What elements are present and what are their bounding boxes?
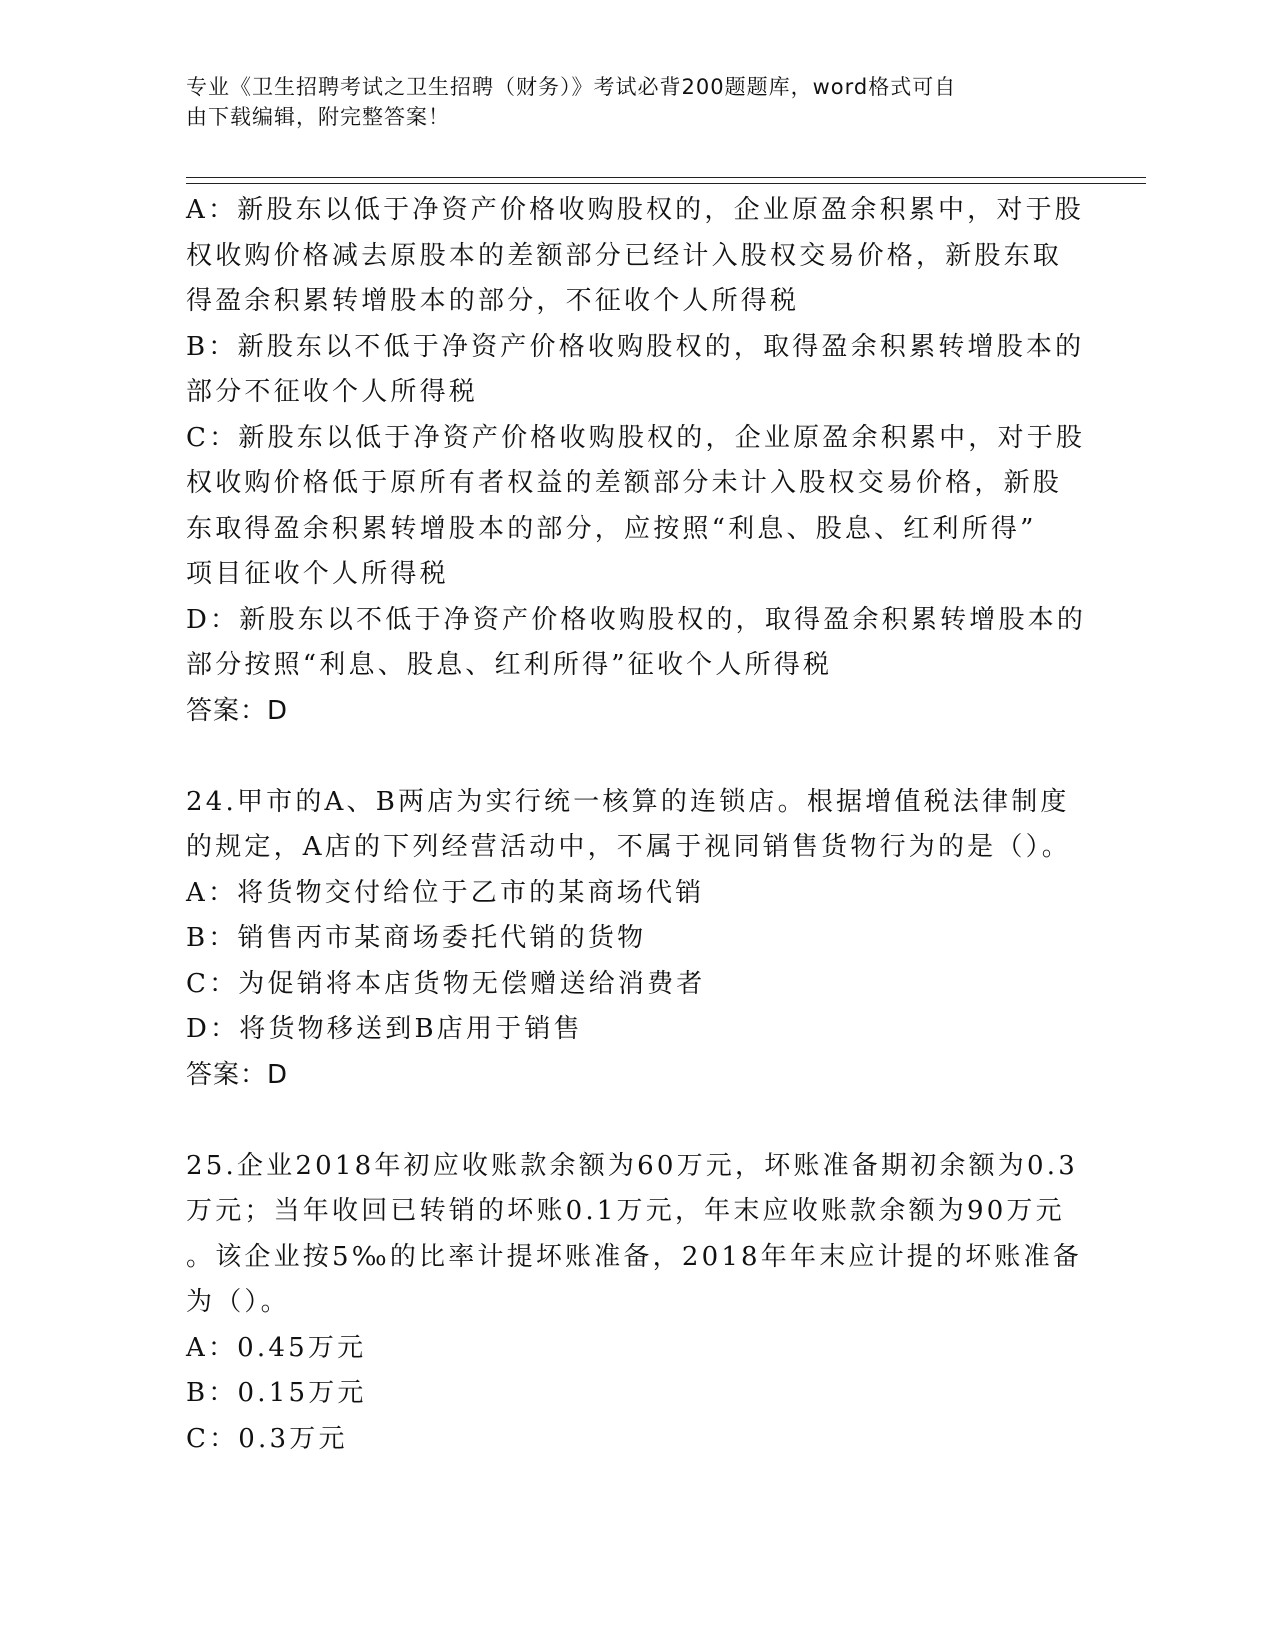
q24-option-b: B：销售丙市某商场委托代销的货物 [186,923,647,953]
text-line: 24.甲市的A、B两店为实行统一核算的连锁店。根据增值税法律制度 [186,786,1070,817]
q24-answer: 答案：D [186,1059,289,1090]
document-body [186,188,1086,1462]
text-line: 权收购价格减去原股本的差额部分已经计入股权交易价格，新股东取 [186,240,1063,271]
q25-option-b: B：0.15万元 [186,1378,367,1408]
header-line-2: 由下载编辑，附完整答案！ [186,105,450,129]
header-rule-top [186,177,1146,178]
text-line: 项目征收个人所得税 [186,559,449,589]
q23-option-c [186,416,1086,598]
text-line: 东取得盈余积累转增股本的部分，应按照“利息、股息、红利所得” [186,513,1037,544]
document-header [186,72,1066,132]
spacer [186,734,1086,780]
q25-option-c: C：0.3万元 [186,1423,348,1454]
spacer [186,1098,1086,1144]
q25-question [186,1144,1086,1326]
text-line: 为（）。 [186,1287,290,1317]
q23-option-a [186,188,1086,325]
text-line: 的规定，A店的下列经营活动中，不属于视同销售货物行为的是（）。 [186,832,1071,862]
text-line: 。该企业按5‰的比率计提坏账准备，2018年年末应计提的坏账准备 [186,1241,1082,1272]
text-line: 得盈余积累转增股本的部分，不征收个人所得税 [186,286,800,316]
q24-option-a: A：将货物交付给位于乙市的某商场代销 [186,877,705,908]
text-line: A：新股东以低于净资产价格收购股权的，企业原盈余积累中，对于股 [186,195,1084,225]
header-rule-bottom [186,183,1146,184]
text-line: B：新股东以不低于净资产价格收购股权的，取得盈余积累转增股本的 [186,331,1085,362]
q24-option-d: D：将货物移送到B店用于销售 [186,1014,583,1044]
q23-option-b [186,325,1086,416]
q23-option-d [186,598,1086,689]
text-line: 权收购价格低于原所有者权益的差额部分未计入股权交易价格，新股 [186,468,1063,498]
text-line: 部分不征收个人所得税 [186,377,479,407]
q23-answer: 答案：D [186,695,289,726]
q25-option-a: A：0.45万元 [186,1332,367,1363]
q24-question [186,780,1086,871]
text-line: 万元；当年收回已转销的坏账0.1万元，年末应收账款余额为90万元 [186,1196,1065,1226]
text-line: 部分按照“利息、股息、红利所得”征收个人所得税 [186,650,833,680]
text-line: C：新股东以低于净资产价格收购股权的，企业原盈余积累中，对于股 [186,422,1086,453]
q24-option-c: C：为促销将本店货物无偿赠送给消费者 [186,968,706,999]
header-line-1: 专业《卫生招聘考试之卫生招聘（财务）》考试必背200题题库，word格式可自 [186,75,957,99]
text-line: D：新股东以不低于净资产价格收购股权的，取得盈余积累转增股本的 [186,604,1087,635]
text-line: 25.企业2018年初应收账款余额为60万元，坏账准备期初余额为0.3 [186,1150,1078,1181]
